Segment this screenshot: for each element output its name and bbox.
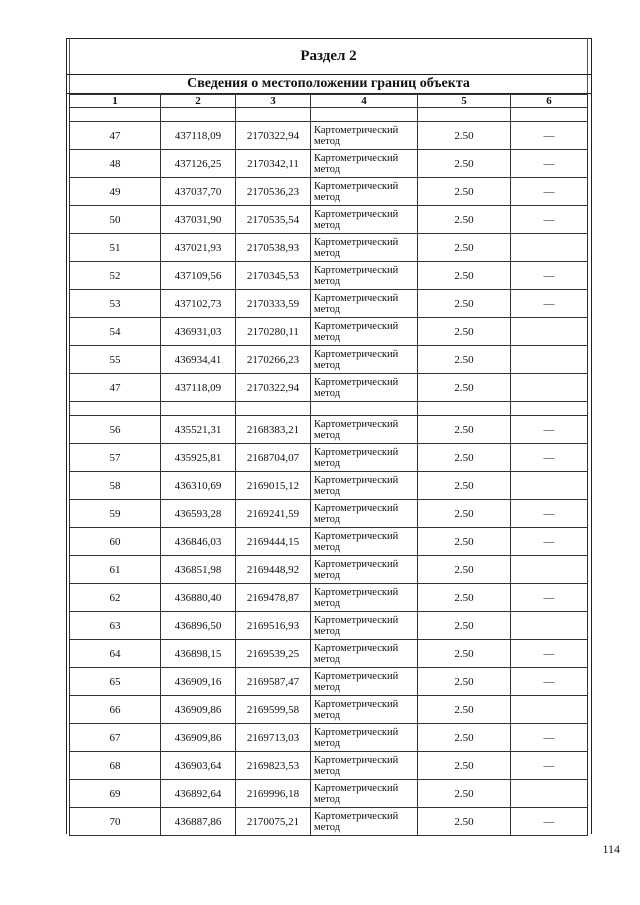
table-row [70,178,588,206]
x-coordinate-cell: 436846,03 [161,528,236,556]
table-row [70,780,588,808]
table-row [70,234,588,262]
method-cell: Картометрический метод [311,262,418,290]
y-coordinate-cell: 2170322,94 [236,122,311,150]
accuracy-cell: 2.50 [418,780,511,808]
x-coordinate-cell: 437109,56 [161,262,236,290]
point-number-cell: 48 [70,150,161,178]
y-coordinate-cell: 2169996,18 [236,780,311,808]
description-cell [511,696,588,724]
y-coordinate-cell: 2169587,47 [236,668,311,696]
method-cell: Картометрический метод [311,808,418,836]
table-row [70,696,588,724]
column-header: 1 [70,95,161,108]
table-row [70,290,588,318]
table-row [70,262,588,290]
method-cell: Картометрический метод [311,290,418,318]
column-header: 6 [511,95,588,108]
x-coordinate-cell: 437118,09 [161,374,236,402]
y-coordinate-cell: 2169516,93 [236,612,311,640]
y-coordinate-cell: 2170345,53 [236,262,311,290]
point-number-cell: 55 [70,346,161,374]
method-cell: Картометрический метод [311,206,418,234]
accuracy-cell: 2.50 [418,262,511,290]
x-coordinate-cell: 436887,86 [161,808,236,836]
description-cell: — [511,178,588,206]
table-subtitle: Сведения о местоположении границ объекта [66,75,591,94]
empty-cell [418,402,511,416]
x-coordinate-cell: 436593,28 [161,500,236,528]
x-coordinate-cell: 436896,50 [161,612,236,640]
method-cell: Картометрический метод [311,724,418,752]
method-cell: Картометрический метод [311,416,418,444]
accuracy-cell: 2.50 [418,752,511,780]
method-cell: Картометрический метод [311,178,418,206]
description-cell [511,374,588,402]
table-row [70,346,588,374]
description-cell [511,556,588,584]
method-cell: Картометрический метод [311,556,418,584]
point-number-cell: 61 [70,556,161,584]
point-number-cell: 57 [70,444,161,472]
accuracy-cell: 2.50 [418,584,511,612]
description-cell: — [511,528,588,556]
x-coordinate-cell: 436909,86 [161,696,236,724]
y-coordinate-cell: 2169444,15 [236,528,311,556]
description-cell: — [511,640,588,668]
point-number-cell: 63 [70,612,161,640]
point-number-cell: 47 [70,122,161,150]
x-coordinate-cell: 436880,40 [161,584,236,612]
accuracy-cell: 2.50 [418,668,511,696]
accuracy-cell: 2.50 [418,416,511,444]
description-cell: — [511,668,588,696]
point-number-cell: 67 [70,724,161,752]
description-cell: — [511,752,588,780]
method-cell: Картометрический метод [311,640,418,668]
column-header: 5 [418,95,511,108]
point-number-cell: 51 [70,234,161,262]
description-cell: — [511,724,588,752]
table-row [70,318,588,346]
point-number-cell: 66 [70,696,161,724]
accuracy-cell: 2.50 [418,122,511,150]
accuracy-cell: 2.50 [418,444,511,472]
method-cell: Картометрический метод [311,584,418,612]
y-coordinate-cell: 2169478,87 [236,584,311,612]
empty-cell [511,108,588,122]
y-coordinate-cell: 2169539,25 [236,640,311,668]
y-coordinate-cell: 2170075,21 [236,808,311,836]
table-row [70,612,588,640]
y-coordinate-cell: 2169241,59 [236,500,311,528]
table-row [70,668,588,696]
y-coordinate-cell: 2170280,11 [236,318,311,346]
point-number-cell: 47 [70,374,161,402]
x-coordinate-cell: 436934,41 [161,346,236,374]
method-cell: Картометрический метод [311,150,418,178]
description-cell: — [511,122,588,150]
x-coordinate-cell: 437102,73 [161,290,236,318]
x-coordinate-cell: 437118,09 [161,122,236,150]
table-row [70,528,588,556]
point-number-cell: 54 [70,318,161,346]
x-coordinate-cell: 436898,15 [161,640,236,668]
point-number-cell: 68 [70,752,161,780]
empty-cell [236,402,311,416]
point-number-cell: 64 [70,640,161,668]
accuracy-cell: 2.50 [418,206,511,234]
table-row [70,640,588,668]
column-header: 2 [161,95,236,108]
y-coordinate-cell: 2169713,03 [236,724,311,752]
group-separator-row [70,402,588,416]
accuracy-cell: 2.50 [418,500,511,528]
group-separator-row [70,108,588,122]
point-number-cell: 50 [70,206,161,234]
accuracy-cell: 2.50 [418,724,511,752]
y-coordinate-cell: 2170535,54 [236,206,311,234]
description-cell [511,780,588,808]
description-cell: — [511,206,588,234]
method-cell: Картометрический метод [311,346,418,374]
accuracy-cell: 2.50 [418,150,511,178]
description-cell [511,472,588,500]
table-row [70,556,588,584]
table-row [70,150,588,178]
method-cell: Картометрический метод [311,696,418,724]
empty-cell [418,108,511,122]
x-coordinate-cell: 437021,93 [161,234,236,262]
method-cell: Картометрический метод [311,318,418,346]
x-coordinate-cell: 435521,31 [161,416,236,444]
x-coordinate-cell: 436310,69 [161,472,236,500]
description-cell: — [511,584,588,612]
point-number-cell: 60 [70,528,161,556]
point-number-cell: 53 [70,290,161,318]
y-coordinate-cell: 2168383,21 [236,416,311,444]
table-row [70,444,588,472]
accuracy-cell: 2.50 [418,808,511,836]
x-coordinate-cell: 437037,70 [161,178,236,206]
accuracy-cell: 2.50 [418,472,511,500]
column-number-row [70,95,588,108]
table-row [70,724,588,752]
x-coordinate-cell: 436903,64 [161,752,236,780]
section-title: Раздел 2 [66,38,591,75]
y-coordinate-cell: 2170342,11 [236,150,311,178]
point-number-cell: 69 [70,780,161,808]
description-cell [511,346,588,374]
table-row [70,206,588,234]
method-cell: Картометрический метод [311,472,418,500]
empty-cell [70,108,161,122]
point-number-cell: 52 [70,262,161,290]
x-coordinate-cell: 436909,86 [161,724,236,752]
x-coordinate-cell: 437126,25 [161,150,236,178]
point-number-cell: 58 [70,472,161,500]
coordinates-table [69,94,588,836]
point-number-cell: 65 [70,668,161,696]
accuracy-cell: 2.50 [418,612,511,640]
description-cell: — [511,262,588,290]
empty-cell [70,402,161,416]
accuracy-cell: 2.50 [418,528,511,556]
y-coordinate-cell: 2170538,93 [236,234,311,262]
table-row [70,752,588,780]
point-number-cell: 49 [70,178,161,206]
x-coordinate-cell: 436909,16 [161,668,236,696]
method-cell: Картометрический метод [311,234,418,262]
accuracy-cell: 2.50 [418,374,511,402]
method-cell: Картометрический метод [311,444,418,472]
table-row [70,808,588,836]
method-cell: Картометрический метод [311,612,418,640]
point-number-cell: 59 [70,500,161,528]
column-header: 3 [236,95,311,108]
empty-cell [161,402,236,416]
description-cell [511,234,588,262]
method-cell: Картометрический метод [311,500,418,528]
accuracy-cell: 2.50 [418,346,511,374]
y-coordinate-cell: 2170536,23 [236,178,311,206]
method-cell: Картометрический метод [311,780,418,808]
table-row [70,122,588,150]
method-cell: Картометрический метод [311,752,418,780]
description-cell: — [511,444,588,472]
accuracy-cell: 2.50 [418,696,511,724]
x-coordinate-cell: 437031,90 [161,206,236,234]
y-coordinate-cell: 2169599,58 [236,696,311,724]
description-cell: — [511,500,588,528]
empty-cell [236,108,311,122]
description-cell: — [511,150,588,178]
y-coordinate-cell: 2170322,94 [236,374,311,402]
description-cell: — [511,808,588,836]
x-coordinate-cell: 435925,81 [161,444,236,472]
description-cell: — [511,290,588,318]
x-coordinate-cell: 436851,98 [161,556,236,584]
point-number-cell: 56 [70,416,161,444]
accuracy-cell: 2.50 [418,178,511,206]
accuracy-cell: 2.50 [418,234,511,262]
y-coordinate-cell: 2169015,12 [236,472,311,500]
empty-cell [311,402,418,416]
accuracy-cell: 2.50 [418,556,511,584]
x-coordinate-cell: 436931,03 [161,318,236,346]
table-row [70,472,588,500]
y-coordinate-cell: 2169448,92 [236,556,311,584]
empty-cell [161,108,236,122]
table-row [70,500,588,528]
table-row [70,416,588,444]
accuracy-cell: 2.50 [418,290,511,318]
y-coordinate-cell: 2170333,59 [236,290,311,318]
description-cell [511,318,588,346]
accuracy-cell: 2.50 [418,318,511,346]
method-cell: Картометрический метод [311,374,418,402]
table-row [70,584,588,612]
column-header: 4 [311,95,418,108]
page-number: 114 [602,842,620,856]
method-cell: Картометрический метод [311,122,418,150]
method-cell: Картометрический метод [311,528,418,556]
x-coordinate-cell: 436892,64 [161,780,236,808]
y-coordinate-cell: 2170266,23 [236,346,311,374]
table-row [70,374,588,402]
y-coordinate-cell: 2169823,53 [236,752,311,780]
description-cell: — [511,416,588,444]
y-coordinate-cell: 2168704,07 [236,444,311,472]
empty-cell [311,108,418,122]
empty-cell [511,402,588,416]
method-cell: Картометрический метод [311,668,418,696]
point-number-cell: 70 [70,808,161,836]
description-cell [511,612,588,640]
point-number-cell: 62 [70,584,161,612]
accuracy-cell: 2.50 [418,640,511,668]
